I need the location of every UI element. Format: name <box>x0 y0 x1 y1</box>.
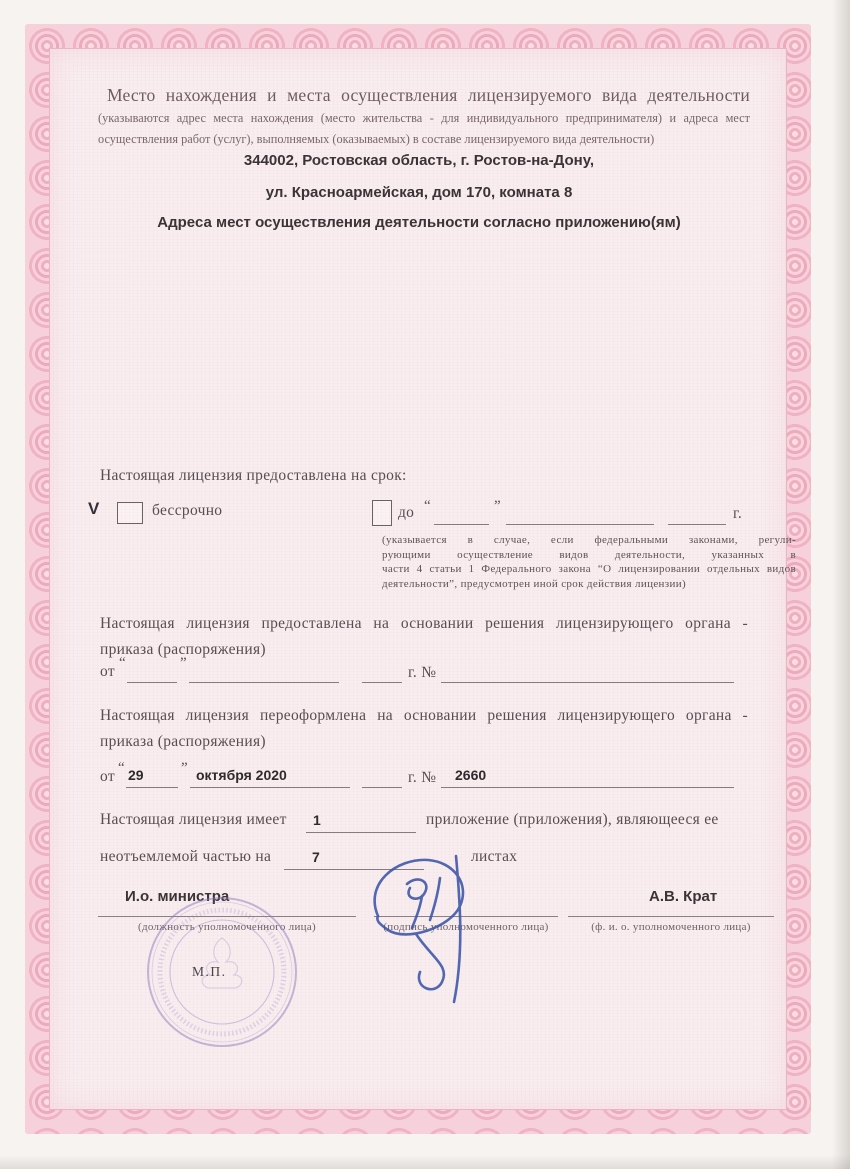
quote-close: ” <box>494 498 501 514</box>
reissued-number-label: г. № <box>408 769 437 786</box>
location-clause <box>98 84 750 149</box>
attachments-text-2: приложение (приложения), являющееся ее <box>426 811 719 828</box>
granted-clause <box>100 611 748 664</box>
attachments-text-3: неотъемлемой частью на <box>100 848 272 865</box>
perpetual-label: бессрочно <box>152 502 223 519</box>
quote-close: ” <box>180 655 187 671</box>
quote-open: “ <box>118 760 125 776</box>
reissued-clause <box>100 703 748 756</box>
attachments-row-1 <box>0 804 850 832</box>
location-clause-note: (указываются адрес места нахождения (место жительства - для индивидуального предпринимателя) и адреса мест осуществления работ (услуг), выполняемых (оказываемых) в составе лицензируемого вида деятельности) <box>98 111 750 147</box>
until-year-blank <box>668 500 726 525</box>
reissued-number-blank <box>441 763 734 788</box>
quote-open: “ <box>424 498 431 514</box>
reissued-month-blank <box>190 763 350 788</box>
signer-position: И.о. министра <box>125 888 230 905</box>
reissued-day-value: 29 <box>128 767 144 783</box>
scan-edge-shadow <box>832 0 850 1169</box>
reissued-date-row <box>0 761 850 789</box>
term-footnote-line: деятельности”, предусмотрен иной срок действия лицензии) <box>382 578 686 591</box>
quote-close: ” <box>181 760 188 776</box>
name-caption: (ф. и. о. уполномоченного лица) <box>591 921 751 933</box>
granted-number-blank <box>441 658 734 683</box>
reissued-day-blank <box>126 763 178 788</box>
position-caption: (должность уполномоченного лица) <box>138 921 316 933</box>
reissued-number-value: 2660 <box>455 767 487 783</box>
stamp-place-mark: М.П. <box>192 964 227 979</box>
term-footnote-line: (указывается в случае, если федеральными законами, регули- <box>382 534 796 546</box>
until-label: до <box>398 504 415 521</box>
reissued-year-blank <box>362 763 402 788</box>
term-footnote-line: части 4 статьи 1 Федерального закона “О лицензировании отдельных видов <box>382 563 796 576</box>
signer-name: А.В. Крат <box>649 888 718 905</box>
address-line-1: 344002, Ростовская область, г. Ростов-на-Дону, <box>243 152 595 169</box>
handwritten-signature <box>350 850 490 1012</box>
reissued-clause-line2: приказа (распоряжения) <box>100 733 266 751</box>
term-footnote-line: рующими осуществление видов деятельности, указанных в <box>382 548 796 561</box>
perpetual-check-mark: V <box>88 499 100 518</box>
granted-from-label: от <box>100 663 115 680</box>
granted-clause-line2: приказа (распоряжения) <box>100 641 266 659</box>
granted-date-row <box>0 655 850 684</box>
granted-day-blank <box>127 658 177 683</box>
term-label: Настоящая лицензия предоставлена на срок: <box>100 467 407 484</box>
quote-open: “ <box>119 655 126 671</box>
attachments-count-value: 1 <box>313 812 321 828</box>
term-row <box>0 498 850 528</box>
location-clause-lead: Место нахождения и места осуществления лицензируемого вида деятельности <box>107 85 750 105</box>
granted-number-label: г. № <box>408 664 437 681</box>
until-year-suffix: г. <box>733 505 743 522</box>
attachments-text-4: листах <box>471 848 518 865</box>
attachments-text-1: Настоящая лицензия имеет <box>100 811 287 828</box>
scan-edge-shadow <box>0 1155 850 1169</box>
perpetual-checkbox <box>117 502 143 524</box>
granted-month-blank <box>189 658 339 683</box>
reissued-month-value: октября 2020 <box>196 767 287 783</box>
until-month-blank <box>506 500 654 525</box>
granted-year-blank <box>362 658 402 683</box>
attachments-count-blank <box>306 808 416 833</box>
stamp-emblem <box>202 938 242 988</box>
granted-clause-line1: Настоящая лицензия предоставлена на основании решения лицензирующего органа - <box>100 615 748 632</box>
reissued-from-label: от <box>100 768 115 785</box>
attachments-sheets-value: 7 <box>312 849 320 865</box>
name-line <box>568 916 774 917</box>
term-footnote <box>382 533 796 592</box>
until-checkbox <box>372 500 392 526</box>
until-day-blank <box>434 500 489 525</box>
address-line-3: Адреса мест осуществления деятельности согласно приложению(ям) <box>157 214 681 231</box>
address-line-2: ул. Красноармейская, дом 170, комната 8 <box>265 184 573 201</box>
signature-caption: (подпись уполномоченного лица) <box>383 921 549 933</box>
reissued-clause-line1: Настоящая лицензия переоформлена на основании решения лицензирующего органа - <box>100 707 748 724</box>
